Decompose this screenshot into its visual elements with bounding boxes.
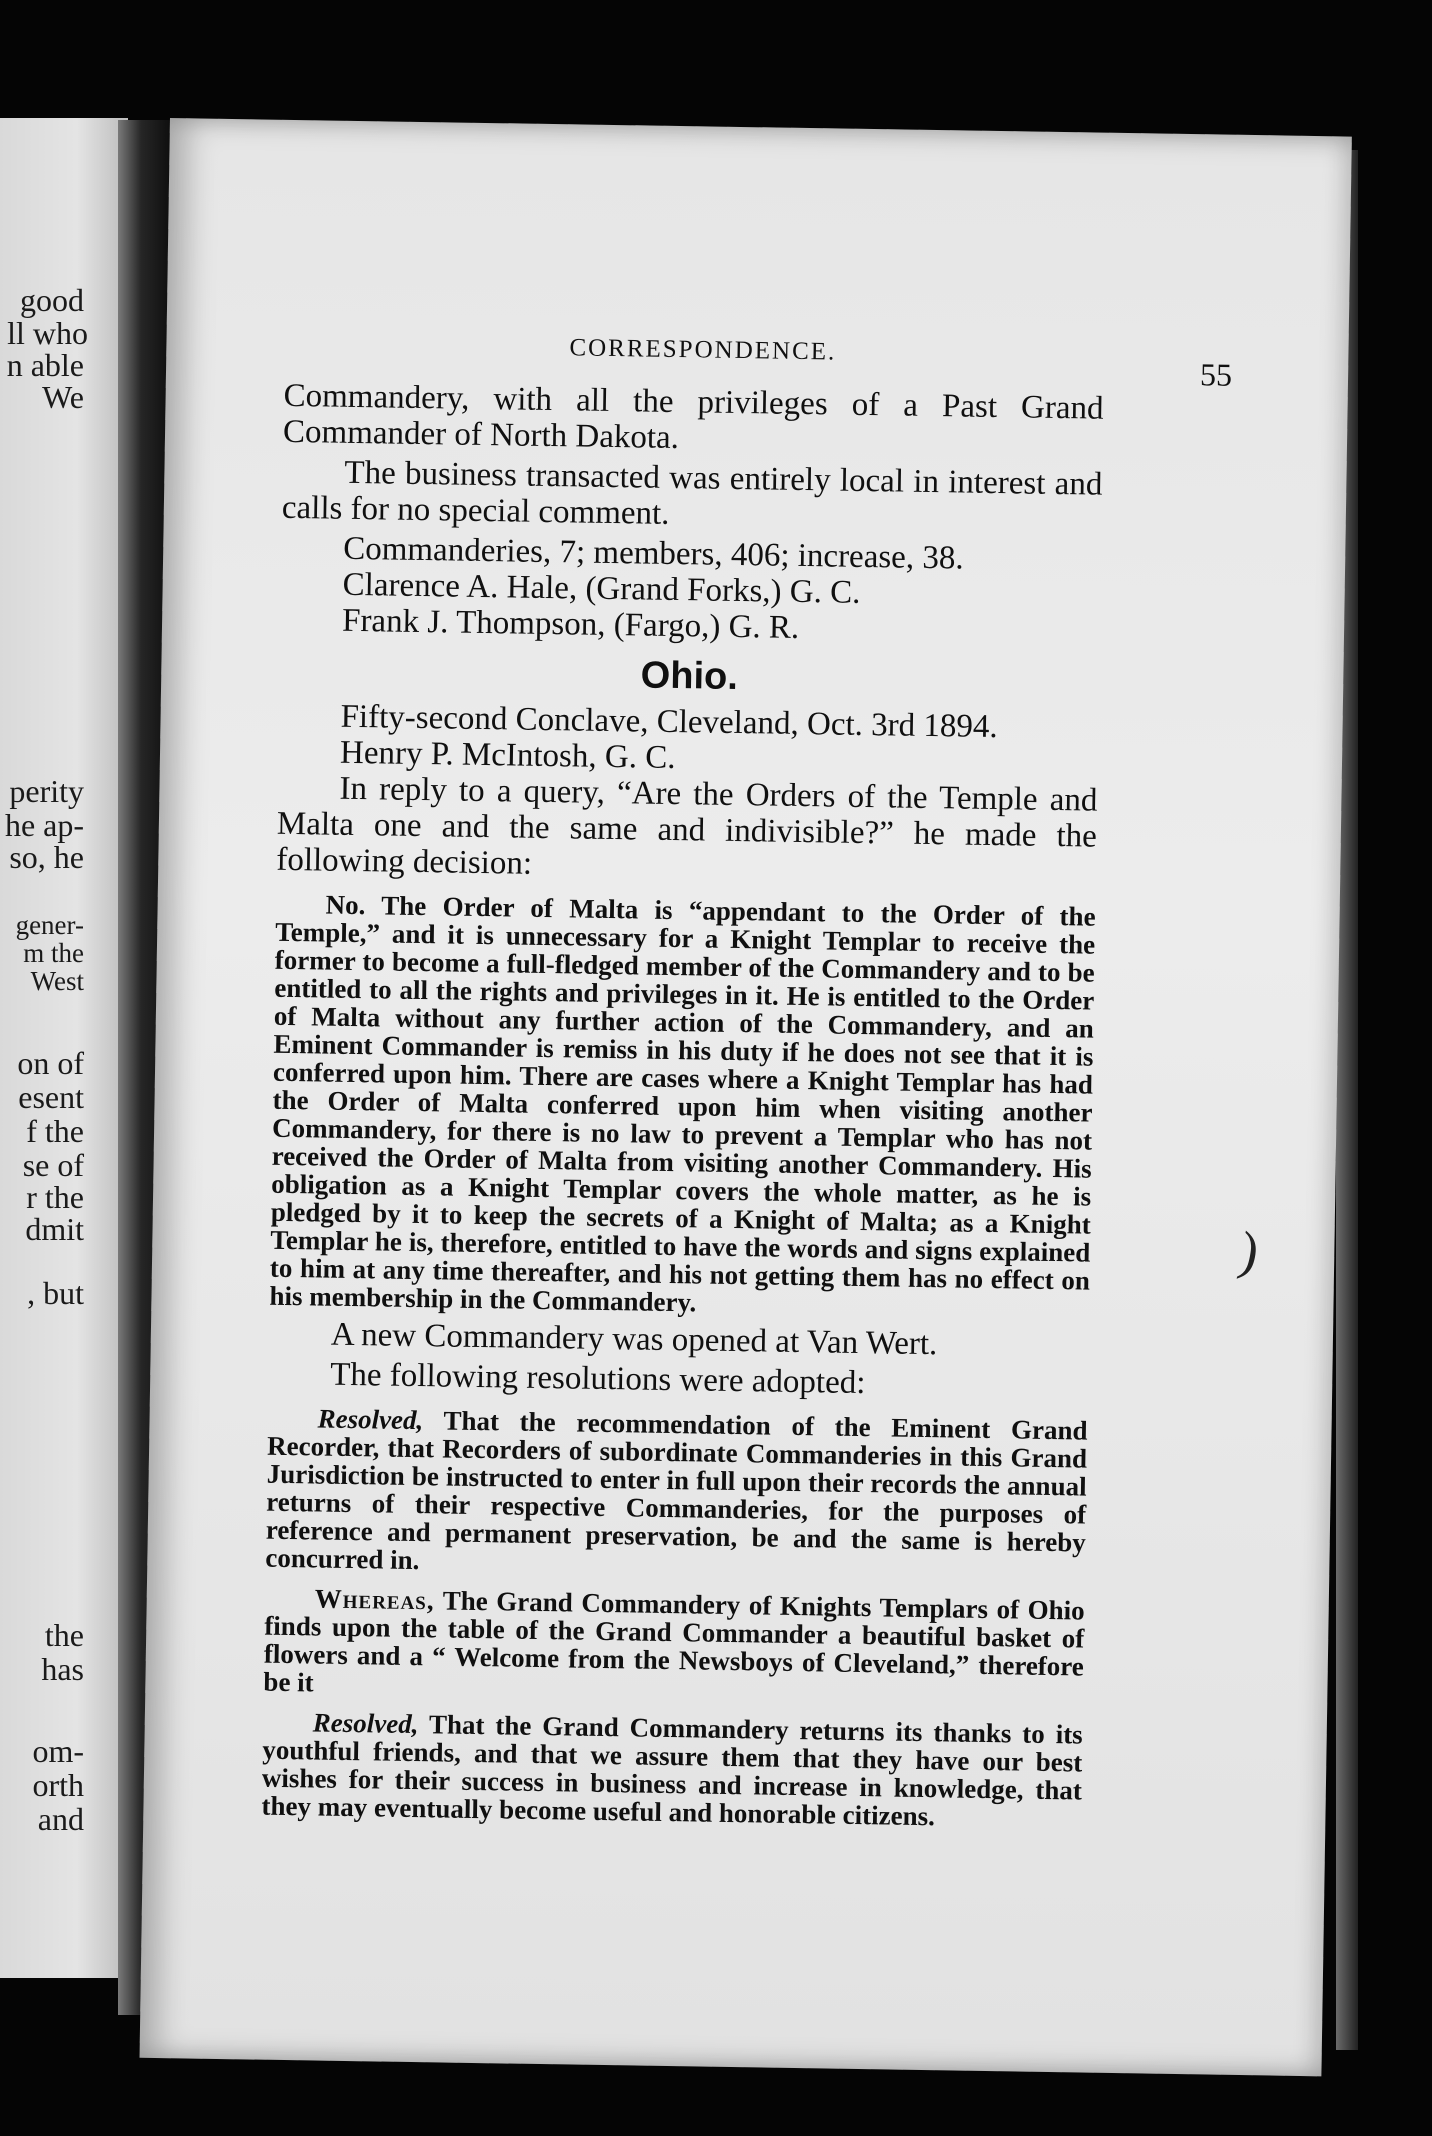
left-fragment: esent bbox=[18, 1079, 84, 1115]
left-fragment: dmit bbox=[25, 1211, 84, 1247]
left-fragment: good bbox=[20, 282, 84, 318]
left-fragment: , but bbox=[27, 1275, 84, 1311]
left-fragment: West bbox=[30, 966, 84, 996]
left-fragment: ll who bbox=[7, 315, 88, 351]
left-fragment: n able bbox=[6, 347, 84, 383]
paragraph: The business transacted was entirely local in interest and calls for no special comment. bbox=[281, 454, 1103, 532]
resolved-word: Resolved, bbox=[317, 1403, 424, 1436]
grand-commander-line: Henry P. McIntosh, G. C. bbox=[339, 734, 676, 777]
decision-block bbox=[269, 890, 1095, 1323]
whereas-block bbox=[263, 1584, 1085, 1709]
left-fragment: gener- bbox=[15, 910, 84, 940]
left-fragment: r the bbox=[26, 1179, 84, 1215]
left-fragment: so, he bbox=[9, 839, 84, 875]
main-page bbox=[140, 118, 1352, 2076]
section-title: Ohio. bbox=[640, 654, 739, 698]
resolution-body: That the Grand Commandery returns its thanks to its youthful friends, and that we assure them that they have our best wishes for their success in business and increase in knowledge, that they may eventually become useful and honorable citizens. bbox=[261, 1709, 1083, 1832]
paragraph: A new Commandery was opened at Van Wert. bbox=[330, 1316, 938, 1363]
resolution-block bbox=[261, 1708, 1083, 1833]
resolution-text bbox=[265, 1404, 1088, 1585]
left-facing-page bbox=[0, 118, 128, 1978]
left-fragment: f the bbox=[26, 1113, 84, 1149]
left-fragment: he ap- bbox=[4, 807, 84, 843]
left-fragment: m the bbox=[23, 938, 84, 968]
stats-line: Commanderies, 7; members, 406; increase, 38. bbox=[342, 530, 964, 577]
left-fragment: orth bbox=[32, 1767, 84, 1803]
paragraph: In reply to a query, “Are the Orders of the Temple and Malta one and the same and indivisible?” he made the following decision: bbox=[276, 770, 1098, 882]
grand-commander-line: Clarence A. Hale, (Grand Forks,) G. C. bbox=[342, 566, 861, 611]
whereas-text bbox=[263, 1584, 1085, 1709]
body-text bbox=[261, 378, 1104, 1839]
left-fragment: and bbox=[37, 1801, 84, 1837]
whereas-word: Whereas, bbox=[314, 1583, 435, 1616]
paragraph: The following resolutions were adopted: bbox=[329, 1356, 866, 1402]
conclave-line: Fifty-second Conclave, Cleveland, Oct. 3rd 1894. bbox=[340, 698, 998, 746]
left-fragment: perity bbox=[9, 773, 84, 809]
left-fragment: se of bbox=[22, 1147, 84, 1183]
running-head: CORRESPONDENCE. bbox=[569, 334, 837, 366]
left-fragment: on of bbox=[17, 1045, 84, 1081]
left-fragment: We bbox=[42, 379, 84, 415]
left-fragment: the bbox=[44, 1617, 84, 1653]
grand-recorder-line: Frank J. Thompson, (Fargo,) G. R. bbox=[341, 602, 800, 646]
whereas-body: The Grand Commandery of Knights Templars of Ohio finds upon the table of the Grand Commander a beautiful basket of flowers and a “ Welcome from the Newsboys of Cleveland,” therefore be it bbox=[263, 1585, 1085, 1698]
decision-text: No. The Order of Malta is “appendant to the Order of the Temple,” and it is unnecessary for a Knight Templar to receive the former to become a full-fledged member of the Commandery and to be entitled to all the rights and privileges in it. He is entitled to the Order of Malta without any further action of the Commandery, and an Eminent Commander is remiss in his duty if he does not see that it is conferred upon him. There are cases where a Knight Templar has had the Order of Malta conferred upon him when visiting another Commandery, for there is no law to prevent a Templar who has not received the Order of Malta from visiting another Commandery. His obligation as a Knight Templar covers the whole matter, as he is pledged by it to keep the secrets of a Knight of Malta; as a Knight Templar he is, therefore, entitled to have the words and signs explained to him at any time thereafter, and his not getting them has no effect on his membership in the Commandery. bbox=[269, 889, 1096, 1318]
page-number: 55 bbox=[1199, 356, 1233, 393]
pencil-bracket-mark: ) bbox=[1234, 1219, 1264, 1283]
resolution-text bbox=[261, 1708, 1083, 1833]
left-fragment: has bbox=[41, 1651, 84, 1687]
paragraph: Commandery, with all the privileges of a Past Grand Commander of North Dakota. bbox=[282, 377, 1104, 457]
left-fragment: om- bbox=[32, 1733, 84, 1769]
resolution-body: That the recommendation of the Eminent Grand Recorder, that Recorders of subordinate Commanderies in this Grand Jurisdiction be instructed to enter in full upon their records the annual returns of their respective Commanderies, for the purposes of reference and permanent preservation, be and the same is hereby concurred in. bbox=[265, 1405, 1088, 1576]
resolved-word: Resolved, bbox=[312, 1707, 419, 1740]
page-content bbox=[261, 120, 1233, 1832]
resolution-block bbox=[265, 1404, 1088, 1585]
